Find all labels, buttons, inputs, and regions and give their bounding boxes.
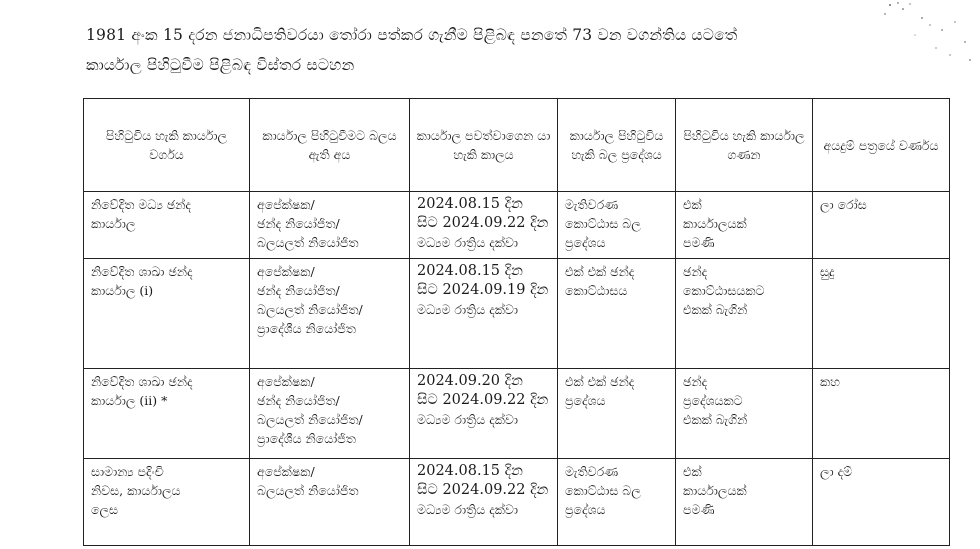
- header-text: පිහිටුවිය හැකි: [105, 128, 179, 143]
- cell-office-type: [84, 259, 250, 369]
- cell-period: [410, 259, 558, 369]
- table-row: [84, 369, 950, 459]
- cell-text: මැතිවරණ: [565, 464, 619, 479]
- cell-text: එක්: [683, 464, 702, 479]
- cell-text: කොට්ඨාස බල: [565, 483, 641, 498]
- header-period: [410, 99, 558, 192]
- cell-text: කාර්යාල (i): [91, 283, 154, 298]
- header-text: ගණන: [727, 147, 761, 162]
- cell-text: ඡන්ද: [683, 374, 708, 389]
- header-color: [813, 99, 950, 192]
- cell-authorized: [250, 369, 410, 459]
- cell-text: බලයලත් නියෝජිත/: [257, 302, 363, 317]
- cell-authorized: [250, 192, 410, 259]
- cell-text: ලා රෝස: [820, 197, 867, 212]
- header-area: [558, 99, 676, 192]
- heading-line-1: 1981 අංක 15 දරන ජනාධිපතිවරයා තෝරා පත්කර ගැනීම පිළිබඳ පනතේ 73 වන වගන්තිය යටතේ: [86, 26, 738, 44]
- cell-text: 2024.08.15 දින: [417, 196, 523, 212]
- cell-text: එකක් බැගින්: [683, 302, 748, 317]
- heading-line-2: කාර්යාල පිහිටුවීම පිළිබඳ විස්තර සටහන: [86, 56, 355, 74]
- cell-count: [676, 192, 813, 259]
- cell-text: ප්‍රදේශය: [565, 235, 606, 250]
- cell-text: කාර්යාලයක්: [683, 483, 747, 498]
- cell-authorized: [250, 259, 410, 369]
- cell-text: පමණි: [683, 502, 715, 517]
- cell-text: ඡන්ද: [683, 264, 708, 279]
- cell-text: එක් එක් ඡන්ද: [565, 264, 635, 279]
- cell-text: අපේක්ෂක/: [257, 197, 315, 212]
- header-text: බල ප්‍රදේශය: [598, 147, 662, 162]
- cell-text: බලයලත් නියෝජිත: [257, 483, 359, 498]
- header-text: කාර්යාල: [416, 128, 462, 143]
- cell-period: [410, 459, 558, 546]
- cell-office-type: [84, 192, 250, 259]
- cell-office-type: [84, 369, 250, 459]
- cell-text: ප්‍රදේශය: [565, 502, 606, 517]
- header-text: අයදුම්: [823, 137, 855, 153]
- cell-text: කාර්යාල: [91, 216, 136, 231]
- header-text: කාර්යාල: [569, 128, 615, 143]
- cell-text: ප්‍රාදේශීය නියෝජිත: [257, 321, 356, 336]
- cell-text: එක් එක් ඡන්ද: [565, 374, 635, 389]
- table-row: [84, 259, 950, 369]
- cell-text: සිට 2024.09.22 දින: [417, 482, 549, 498]
- cell-color: [813, 369, 950, 459]
- cell-text: කොට්ඨාසය: [565, 283, 628, 298]
- cell-text: නිවේදිත ශාඛා ඡන්ද: [91, 374, 193, 389]
- scan-noise-decoration: [870, 0, 980, 70]
- cell-text: කාර්යාලයක්: [683, 216, 747, 231]
- cell-text: ප්‍රදේශය: [565, 393, 606, 408]
- header-text: හැකි කාලය: [453, 147, 514, 162]
- cell-color: [813, 259, 950, 369]
- cell-count: [676, 459, 813, 546]
- header-text: පවත්වාගෙන යා: [465, 128, 551, 143]
- header-text: පිහිටුවිය හැකි: [571, 128, 664, 162]
- cell-text: එකක් බැගින්: [683, 412, 748, 427]
- cell-text: කාර්යාල (ii) *: [91, 393, 168, 408]
- cell-text: අපේක්ෂක/: [257, 374, 315, 389]
- cell-text: නිවේදිත ශාඛා ඡන්ද: [91, 264, 193, 279]
- cell-period: [410, 369, 558, 459]
- cell-text: අපේක්ෂක/: [257, 264, 315, 279]
- header-count: [676, 99, 813, 192]
- cell-text: සිට 2024.09.19 දින: [417, 282, 549, 298]
- cell-authorized: [250, 459, 410, 546]
- document-heading: [86, 20, 886, 80]
- cell-text: මධ්‍යම රාත්‍රිය දක්වා: [417, 502, 518, 517]
- cell-text: සිට 2024.09.22 දින: [417, 215, 549, 231]
- cell-text: සිට 2024.09.22 දින: [417, 392, 549, 408]
- cell-area: [558, 369, 676, 459]
- cell-text: ප්‍රදේශයකට: [683, 393, 743, 408]
- cell-text: බලයලත් නියෝජිත: [257, 235, 359, 250]
- cell-text: 2024.08.15 දින: [417, 263, 523, 279]
- cell-text: සාමාන්‍ය පදිංචි: [91, 464, 164, 479]
- cell-text: කොට්ඨාස බල: [565, 216, 641, 231]
- table-header-row: [84, 99, 950, 192]
- cell-text: ඡන්ද නියෝජිත/: [257, 393, 340, 408]
- cell-text: ලෙස: [91, 502, 119, 517]
- cell-count: [676, 369, 813, 459]
- header-text: වර්ණය: [898, 137, 939, 153]
- cell-text: කොට්ඨාසයකට: [683, 283, 765, 298]
- cell-text: එක්: [683, 197, 702, 212]
- cell-text: පමණි: [683, 235, 715, 250]
- cell-text: මධ්‍යම රාත්‍රිය දක්වා: [417, 412, 518, 427]
- cell-text: අපේක්ෂක/: [257, 464, 315, 479]
- header-text: බලය ඇති අය: [308, 128, 397, 162]
- cell-count: [676, 259, 813, 369]
- cell-text: කහ: [820, 374, 840, 389]
- header-text: පිහිටුවිය හැකි: [683, 128, 757, 143]
- cell-color: [813, 459, 950, 546]
- header-text: කාර්යාල වර්ගය: [149, 128, 228, 162]
- cell-color: [813, 192, 950, 259]
- cell-text: 2024.08.15 දින: [417, 463, 523, 479]
- header-authorized: [250, 99, 410, 192]
- cell-text: සුදු: [820, 264, 835, 279]
- cell-text: මධ්‍යම රාත්‍රිය දක්වා: [417, 235, 518, 250]
- header-text: කාර්යාල පිහිටුවීමට: [262, 128, 366, 143]
- header-text: පත්‍රයේ: [858, 137, 895, 153]
- cell-text: නිවේදිත මධ්‍ය ඡන්ද: [91, 197, 191, 212]
- cell-text: මැතිවරණ: [565, 197, 619, 212]
- cell-period: [410, 192, 558, 259]
- header-text: කාර්යාල: [760, 128, 805, 143]
- cell-area: [558, 459, 676, 546]
- cell-text: ඡන්ද නියෝජිත/: [257, 216, 340, 231]
- cell-text: 2024.09.20 දින: [417, 373, 523, 389]
- cell-text: මධ්‍යම රාත්‍රිය දක්වා: [417, 302, 518, 317]
- header-office-type: [84, 99, 250, 192]
- cell-area: [558, 192, 676, 259]
- cell-text: ප්‍රාදේශීය නියෝජිත: [257, 431, 356, 446]
- offices-table: [83, 98, 950, 546]
- cell-text: ලා දම්: [820, 464, 853, 479]
- table-row: [84, 192, 950, 259]
- cell-text: ඡන්ද නියෝජිත/: [257, 283, 340, 298]
- table-row: [84, 459, 950, 546]
- cell-area: [558, 259, 676, 369]
- cell-text: බලයලත් නියෝජිත/: [257, 412, 363, 427]
- cell-office-type: [84, 459, 250, 546]
- cell-text: නිවස, කාර්යාලය: [91, 483, 181, 498]
